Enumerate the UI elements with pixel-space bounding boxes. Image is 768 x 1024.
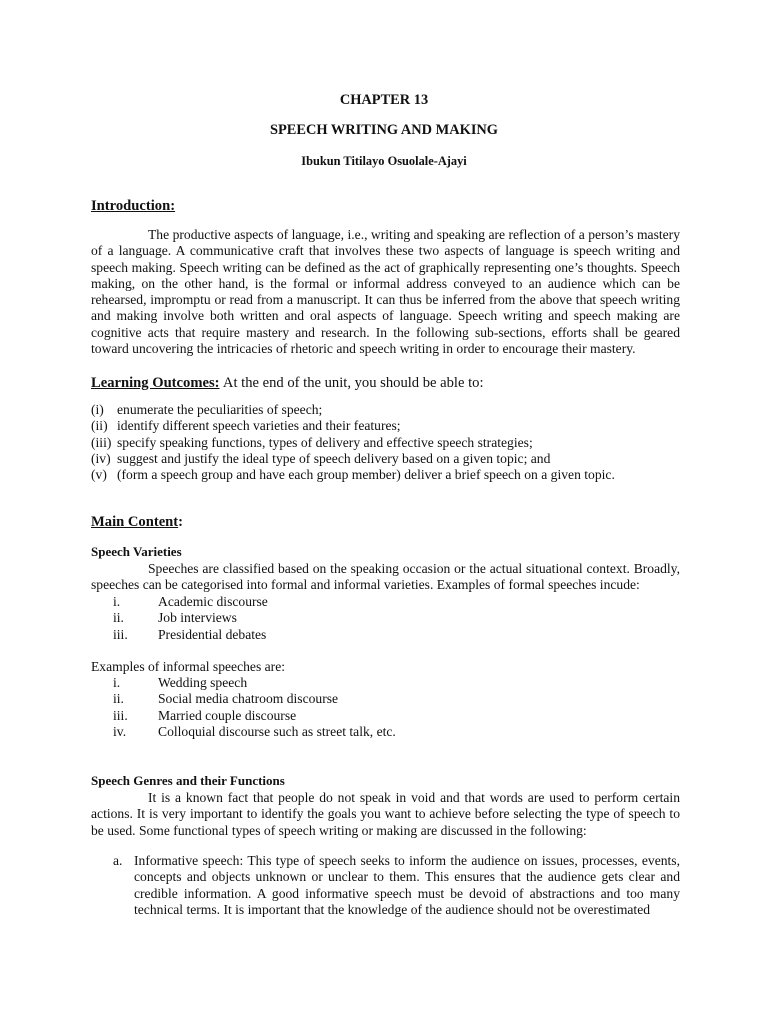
- list-item-number: (i): [91, 402, 104, 417]
- list-item-text: Wedding speech: [158, 675, 248, 690]
- speech-varieties-paragraph: Speeches are classified based on the speaking occasion or the actual situational context. Broadly, speeches can be categorised into formal and informal varieties. Examples of formal speeches incude:: [91, 561, 680, 593]
- list-item: [113, 853, 680, 918]
- introduction-paragraph: The productive aspects of language, i.e., writing and speaking are reflection of a person’s mastery of a language. A communicative craft that involves these two aspects of language is speech writing and speech making. Speech writing can be defined as the act of graphically representing one’s thoughts. Speech making, on the other hand, is the formal or informal address conveyed to an audience which can be rehearsed, impromptu or read from a manuscript. It can thus be inferred from the above that speech writing and making involve both written and oral aspects of language. Speech writing and speech making are cognitive acts that require mastery and research. In the following sub-sections, efforts shall be geared toward uncovering the intricacies of rhetoric and speech writing in order to encourage their mastery.: [91, 227, 680, 357]
- list-item: [113, 691, 513, 707]
- main-content-heading-line: [91, 514, 183, 530]
- formal-speeches-list: [113, 594, 513, 643]
- chapter-number: CHAPTER 13: [339, 92, 429, 108]
- list-item-text: suggest and justify the ideal type of speech delivery based on a given topic; and: [117, 450, 551, 466]
- list-item: [91, 435, 691, 451]
- list-item: [91, 451, 691, 467]
- list-item-number: iii.: [113, 707, 128, 723]
- chapter-title: SPEECH WRITING AND MAKING: [269, 122, 498, 138]
- learning-outcomes-lead: At the end of the unit, you should be able to:: [222, 375, 484, 391]
- list-item: [113, 594, 513, 610]
- list-item-text: Married couple discourse: [158, 707, 297, 723]
- learning-outcomes-heading: Learning Outcomes:: [91, 375, 220, 391]
- list-item-text: Colloquial discourse such as street talk, etc.: [158, 723, 396, 739]
- list-item: [113, 724, 513, 740]
- list-item-number: (v): [91, 467, 107, 483]
- learning-outcomes-line: [91, 375, 691, 391]
- list-item-number: ii.: [113, 691, 124, 707]
- main-content-heading: Main Content: [91, 514, 179, 530]
- list-item-text: enumerate the peculiarities of speech;: [117, 402, 323, 417]
- list-item: [113, 610, 513, 626]
- list-item-text: Social media chatroom discourse: [158, 691, 339, 707]
- learning-outcomes-list: [91, 402, 691, 483]
- list-item-text: Academic discourse: [158, 594, 268, 609]
- list-item-number: i.: [113, 675, 121, 690]
- informal-speeches-intro: Examples of informal speeches are:: [91, 659, 286, 674]
- author-name: Ibukun Titilayo Osuolale-Ajayi: [301, 154, 467, 168]
- list-item-number: (iv): [91, 450, 111, 466]
- list-item-number: (ii): [91, 418, 108, 434]
- introduction-heading: Introduction:: [91, 198, 176, 214]
- speech-genres-list: [113, 853, 680, 918]
- list-item: [113, 675, 513, 691]
- list-item: [113, 708, 513, 724]
- list-item-text: identify different speech varieties and their features;: [117, 418, 401, 434]
- list-item-number: a.: [113, 853, 123, 868]
- list-item-number: iv.: [113, 723, 127, 739]
- main-content-colon: :: [178, 514, 184, 530]
- list-item-number: iii.: [113, 626, 128, 642]
- list-item: [113, 627, 513, 643]
- list-item: [91, 402, 691, 418]
- list-item-number: i.: [113, 594, 121, 609]
- list-item: [91, 467, 691, 483]
- list-item-text: specify speaking functions, types of delivery and effective speech strategies;: [117, 434, 533, 450]
- informal-speeches-list: [113, 675, 513, 740]
- list-item-text: Presidential debates: [158, 626, 267, 642]
- list-item-number: (iii): [91, 434, 112, 450]
- list-item: [91, 418, 691, 434]
- speech-genres-paragraph: It is a known fact that people do not speak in void and that words are used to perform certain actions. It is very important to identify the goals you want to achieve before selecting the type of speech to be used. Some functional types of speech writing or making are discussed in the following:: [91, 790, 680, 838]
- speech-genres-heading: Speech Genres and their Functions: [91, 773, 285, 788]
- speech-varieties-heading: Speech Varieties: [91, 544, 182, 559]
- list-item-text: (form a speech group and have each group member) deliver a brief speech on a given topic.: [117, 467, 615, 483]
- list-item-number: ii.: [113, 610, 124, 626]
- list-item-text: Informative speech: This type of speech seeks to inform the audience on issues, processes, events, concepts and objects unknown or unclear to them. This ensures that the audience gets clear and credible information. A good informative speech must be devoid of abstractions and too many technical terms. It is important that the knowledge of the audience should not be overestimated: [134, 853, 680, 917]
- list-item-text: Job interviews: [158, 610, 237, 626]
